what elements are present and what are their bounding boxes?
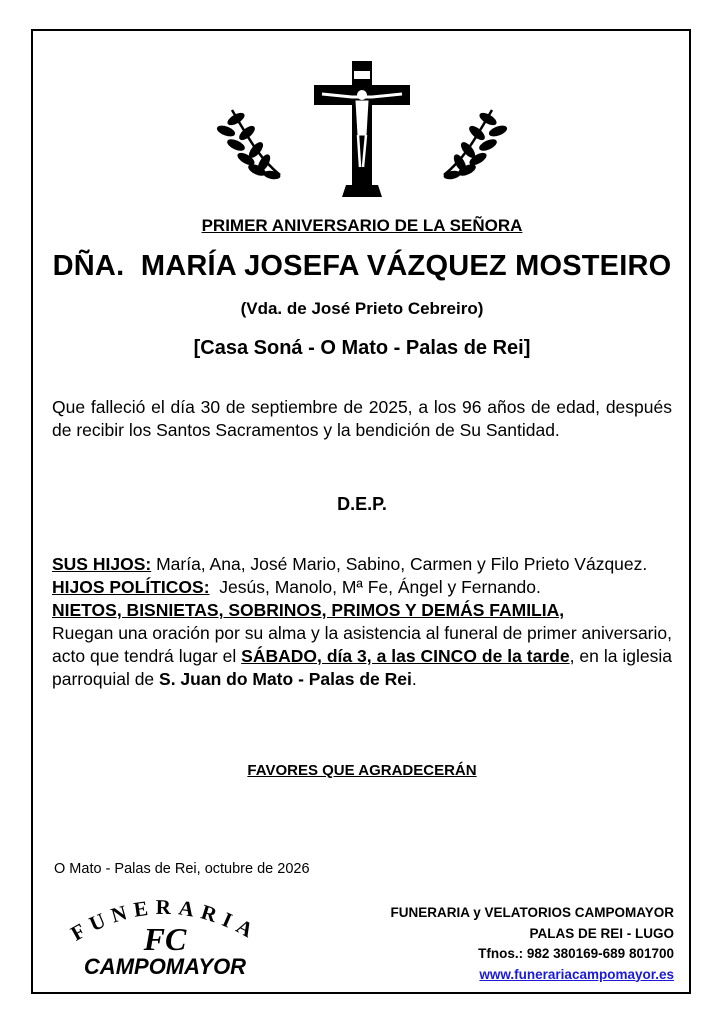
widow-of: (Vda. de José Prieto Cebreiro) [240,299,484,318]
anniversary-heading: PRIMER ANIVERSARIO DE LA SEÑORA [201,216,523,235]
logo-arc-text: FUNERARIA [66,894,264,946]
deceased-name: DÑA. MARÍA JOSEFA VÁZQUEZ MOSTEIRO [52,250,672,282]
logo-monogram: FC [143,921,187,957]
dep-label: D.E.P. [337,494,387,514]
company-info [390,903,674,985]
inlaws-label: HIJOS POLÍTICOS: [52,577,210,597]
family-paragraph [52,553,672,691]
company-website-link[interactable]: www.funerariacampomayor.es [479,966,674,982]
company-phones: Tfnos.: 982 380169-689 801700 [478,946,674,961]
right-laurel-branch-icon [444,110,508,180]
funeral-time: SÁBADO, día 3, a las CINCO de la tarde [241,646,570,666]
death-paragraph: Que falleció el día 30 de septiembre de 2025, a los 96 años de edad, después de recibir los Santos Sacramentos y la bendición de Su Santidad. [52,397,672,440]
favors-line: FAVORES QUE AGRADECERÁN [247,762,477,779]
house-location: [Casa Soná - O Mato - Palas de Rei] [193,337,531,359]
funeraria-campomayor-logo [50,888,280,980]
request-text: Ruegan una oración por su alma y la asistencia al funeral de primer aniversario, acto que tendrá lugar el [52,623,672,666]
company-location: PALAS DE REI - LUGO [529,925,674,941]
children-names: María, Ana, José Mario, Sabino, Carmen y Filo Prieto Vázquez. [151,554,648,574]
company-name: FUNERARIA y VELATORIOS CAMPOMAYOR [390,905,674,920]
place-date: O Mato - Palas de Rei, octubre de 2026 [54,861,310,877]
request-text-2: , en la iglesia parroquial de [52,646,672,689]
logo-brand: CAMPOMAYOR [83,954,247,979]
request-end: . [411,669,417,689]
crucifix-icon [314,61,410,197]
emblem [0,55,724,205]
family-label: NIETOS, BISNIETAS, SOBRINOS, PRIMOS Y DEMÁS FAMILIA, [52,600,565,620]
inlaws-names: Jesús, Manolo, Mª Fe, Ángel y Fernando. [209,577,541,597]
left-laurel-branch-icon [216,110,280,180]
funeral-place: S. Juan do Mato - Palas de Rei [159,669,412,689]
children-label: SUS HIJOS: [52,554,152,574]
